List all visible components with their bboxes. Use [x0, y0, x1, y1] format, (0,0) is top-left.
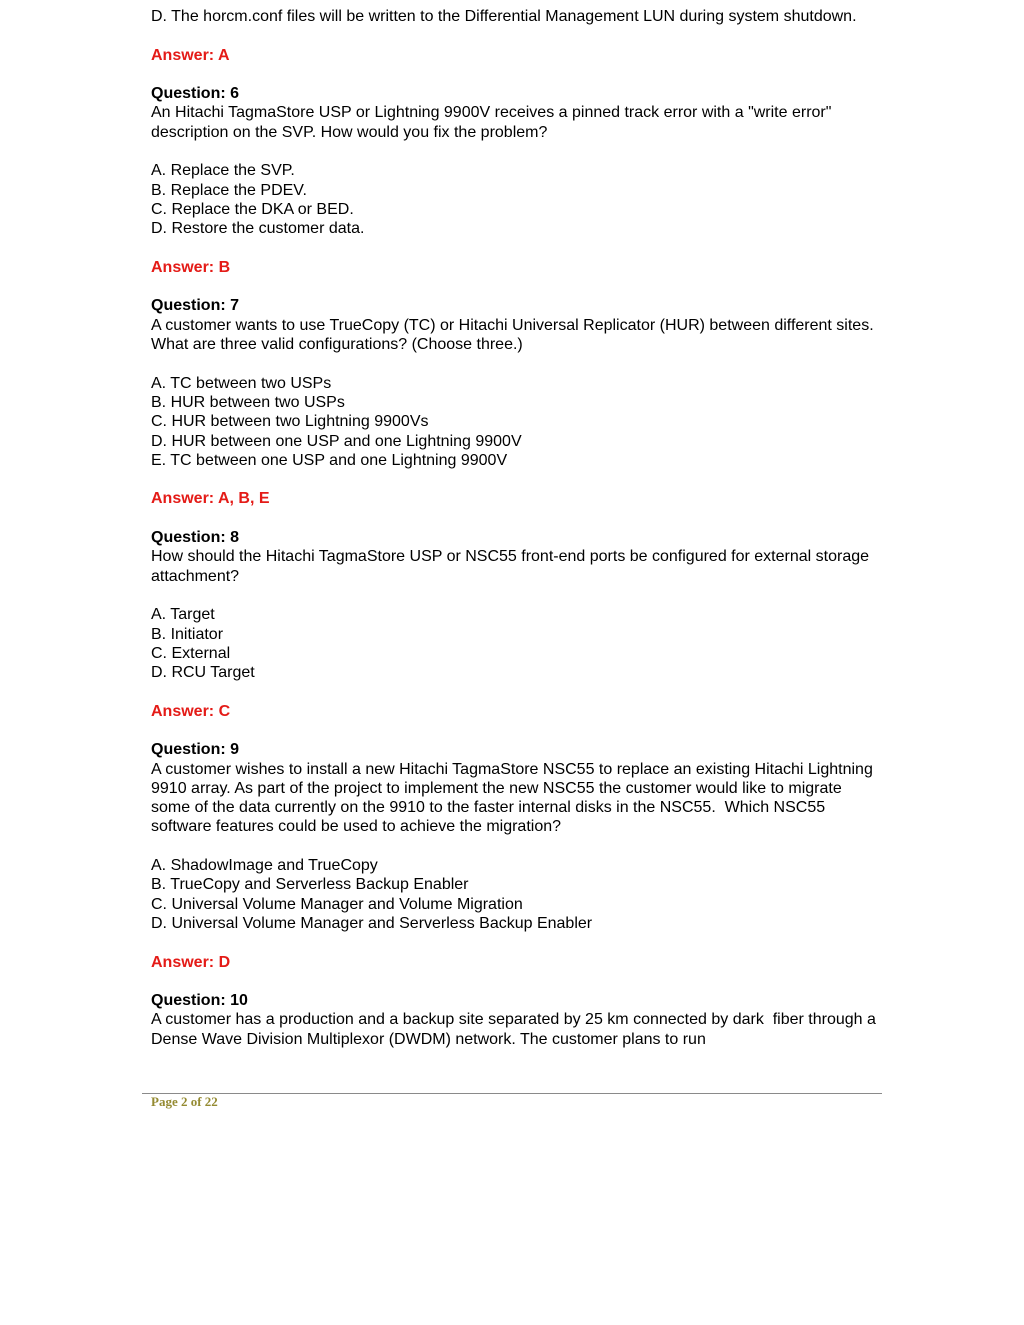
- question-text: How should the Hitachi TagmaStore USP or NSC55 front-end ports be configured for external storage attachment?: [151, 548, 874, 585]
- answer-5: Answer: A: [151, 46, 230, 64]
- option: B. Replace the PDEV.: [151, 181, 307, 199]
- option: D. RCU Target: [151, 664, 255, 682]
- option: A. TC between two USPs: [151, 374, 332, 392]
- option: B. Initiator: [151, 625, 224, 643]
- question-title: Question: 6: [151, 85, 240, 103]
- option: C. HUR between two Lightning 9900Vs: [151, 413, 429, 431]
- page-number: Page 2 of 22: [151, 1094, 218, 1109]
- option: B. HUR between two USPs: [151, 393, 345, 411]
- option: D. Restore the customer data.: [151, 220, 365, 238]
- answer: Answer: C: [151, 702, 231, 720]
- question-block: [151, 740, 876, 991]
- question-title: Question: 7: [151, 297, 240, 315]
- option: D. Universal Volume Manager and Serverless Backup Enabler: [151, 914, 593, 932]
- page-content: [151, 7, 881, 1049]
- question-block: [151, 296, 879, 528]
- answer: Answer: A, B, E: [151, 490, 270, 508]
- answer: Answer: B: [151, 258, 231, 276]
- question-text: An Hitachi TagmaStore USP or Lightning 9900V receives a pinned track error with a "write error" description on the SVP. How would you fix the problem?: [151, 104, 836, 141]
- question-text: A customer has a production and a backup site separated by 25 km connected by dark fiber through a Dense Wave Division Multiplexor (DWDM) network. The customer plans to run: [151, 1011, 881, 1048]
- option: E. TC between one USP and one Lightning 9900V: [151, 451, 508, 469]
- question-title: Question: 9: [151, 741, 240, 759]
- prev-option-d: D. The horcm.conf files will be written to the Differential Management LUN during system shutdown.: [151, 8, 857, 25]
- answer: Answer: D: [151, 953, 231, 971]
- footer-divider: [142, 1093, 882, 1094]
- question-block: [151, 84, 876, 296]
- option: B. TrueCopy and Serverless Backup Enabler: [151, 876, 469, 894]
- question-text: A customer wants to use TrueCopy (TC) or Hitachi Universal Replicator (HUR) between different sites. What are three valid configurations? (Choose three.): [151, 316, 879, 354]
- question-title: Question: 8: [151, 529, 240, 547]
- question-title: Question: 10: [151, 992, 248, 1010]
- option: C. Replace the DKA or BED.: [151, 200, 354, 218]
- option: A. Replace the SVP.: [151, 162, 295, 180]
- question-text: A customer wishes to install a new Hitachi TagmaStore NSC55 to replace an existing Hitachi Lightning 9910 array. As part of the project to implement the new NSC55 the customer would like to migrate some of the data currently on the 9910 to the faster internal disks in the NSC55. Which NSC55 software features could be used to achieve the migration?: [151, 760, 878, 836]
- question-block: [151, 991, 881, 1049]
- option: D. HUR between one USP and one Lightning 9900V: [151, 432, 522, 450]
- option: A. Target: [151, 606, 215, 624]
- option: C. External: [151, 644, 231, 662]
- option: A. ShadowImage and TrueCopy: [151, 857, 378, 875]
- option: C. Universal Volume Manager and Volume Migration: [151, 895, 523, 913]
- question-block: [151, 528, 876, 740]
